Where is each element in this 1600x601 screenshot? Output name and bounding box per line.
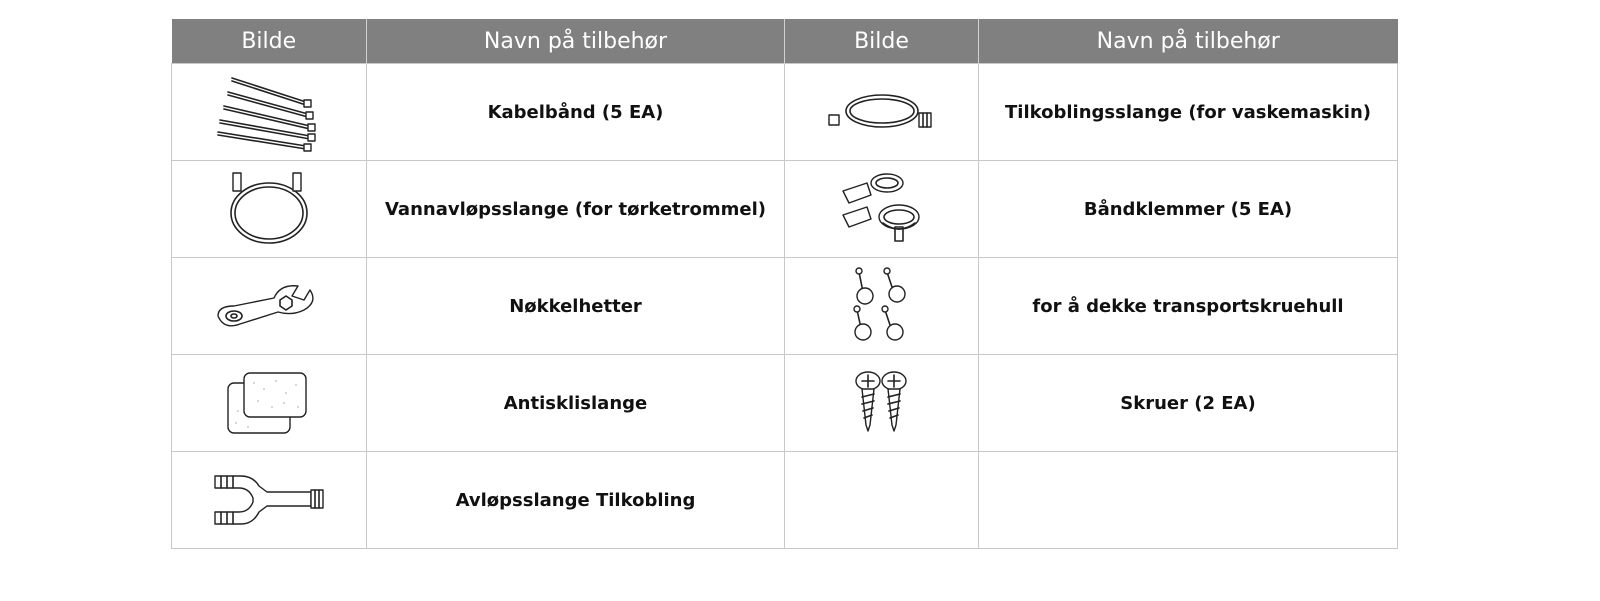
table-row: [172, 452, 1398, 549]
accessories-table: [171, 19, 1398, 549]
header-image-left: Bilde: [172, 19, 367, 64]
y-connector-icon: [211, 472, 327, 528]
item-name-cell: [979, 258, 1398, 355]
wrench-icon: [214, 276, 324, 336]
anti-slip-pads-icon: [224, 371, 314, 435]
caps-icon: [847, 266, 917, 346]
item-name: Tilkoblingsslange (for vaskemaskin): [1005, 101, 1371, 123]
item-name-cell: [367, 258, 785, 355]
image-cell: [785, 64, 979, 161]
item-name: Antisklislange: [503, 392, 648, 414]
table-row: [172, 355, 1398, 452]
table-header-row: [172, 19, 1398, 64]
item-name-cell: [979, 355, 1398, 452]
item-name-cell: [367, 355, 785, 452]
image-cell: [785, 355, 979, 452]
header-image-right: Bilde: [785, 19, 979, 64]
item-name-cell: [367, 161, 785, 258]
header-name-left: Navn på tilbehør: [367, 19, 785, 64]
item-name: Båndklemmer (5 EA): [1083, 198, 1293, 220]
item-name-cell: [979, 64, 1398, 161]
item-name-cell: [367, 452, 785, 549]
table-row: [172, 258, 1398, 355]
item-name: Nøkkelhetter: [509, 295, 642, 317]
header-name-right: Navn på tilbehør: [979, 19, 1398, 64]
image-cell: [172, 355, 367, 452]
item-name-cell: [979, 452, 1398, 549]
item-name: Vannavløpsslange (for tørketrommel): [384, 198, 766, 220]
screws-icon: [850, 371, 914, 435]
image-cell: [172, 161, 367, 258]
item-name: Kabelbånd (5 EA): [487, 101, 664, 123]
band-clamps-icon: [837, 169, 927, 249]
cable-ties-icon: [214, 72, 324, 152]
drain-hose-icon: [219, 169, 319, 249]
table-row: [172, 161, 1398, 258]
image-cell: [785, 452, 979, 549]
table-row: [172, 64, 1398, 161]
image-cell: [785, 161, 979, 258]
item-name: Skruer (2 EA): [1120, 392, 1256, 414]
item-name: Avløpsslange Tilkobling: [455, 489, 696, 511]
image-cell: [785, 258, 979, 355]
image-cell: [172, 452, 367, 549]
image-cell: [172, 258, 367, 355]
image-cell: [172, 64, 367, 161]
inlet-hose-icon: [827, 87, 937, 137]
item-name-cell: [979, 161, 1398, 258]
item-name: for å dekke transportskruehull: [1032, 295, 1344, 317]
item-name-cell: [367, 64, 785, 161]
